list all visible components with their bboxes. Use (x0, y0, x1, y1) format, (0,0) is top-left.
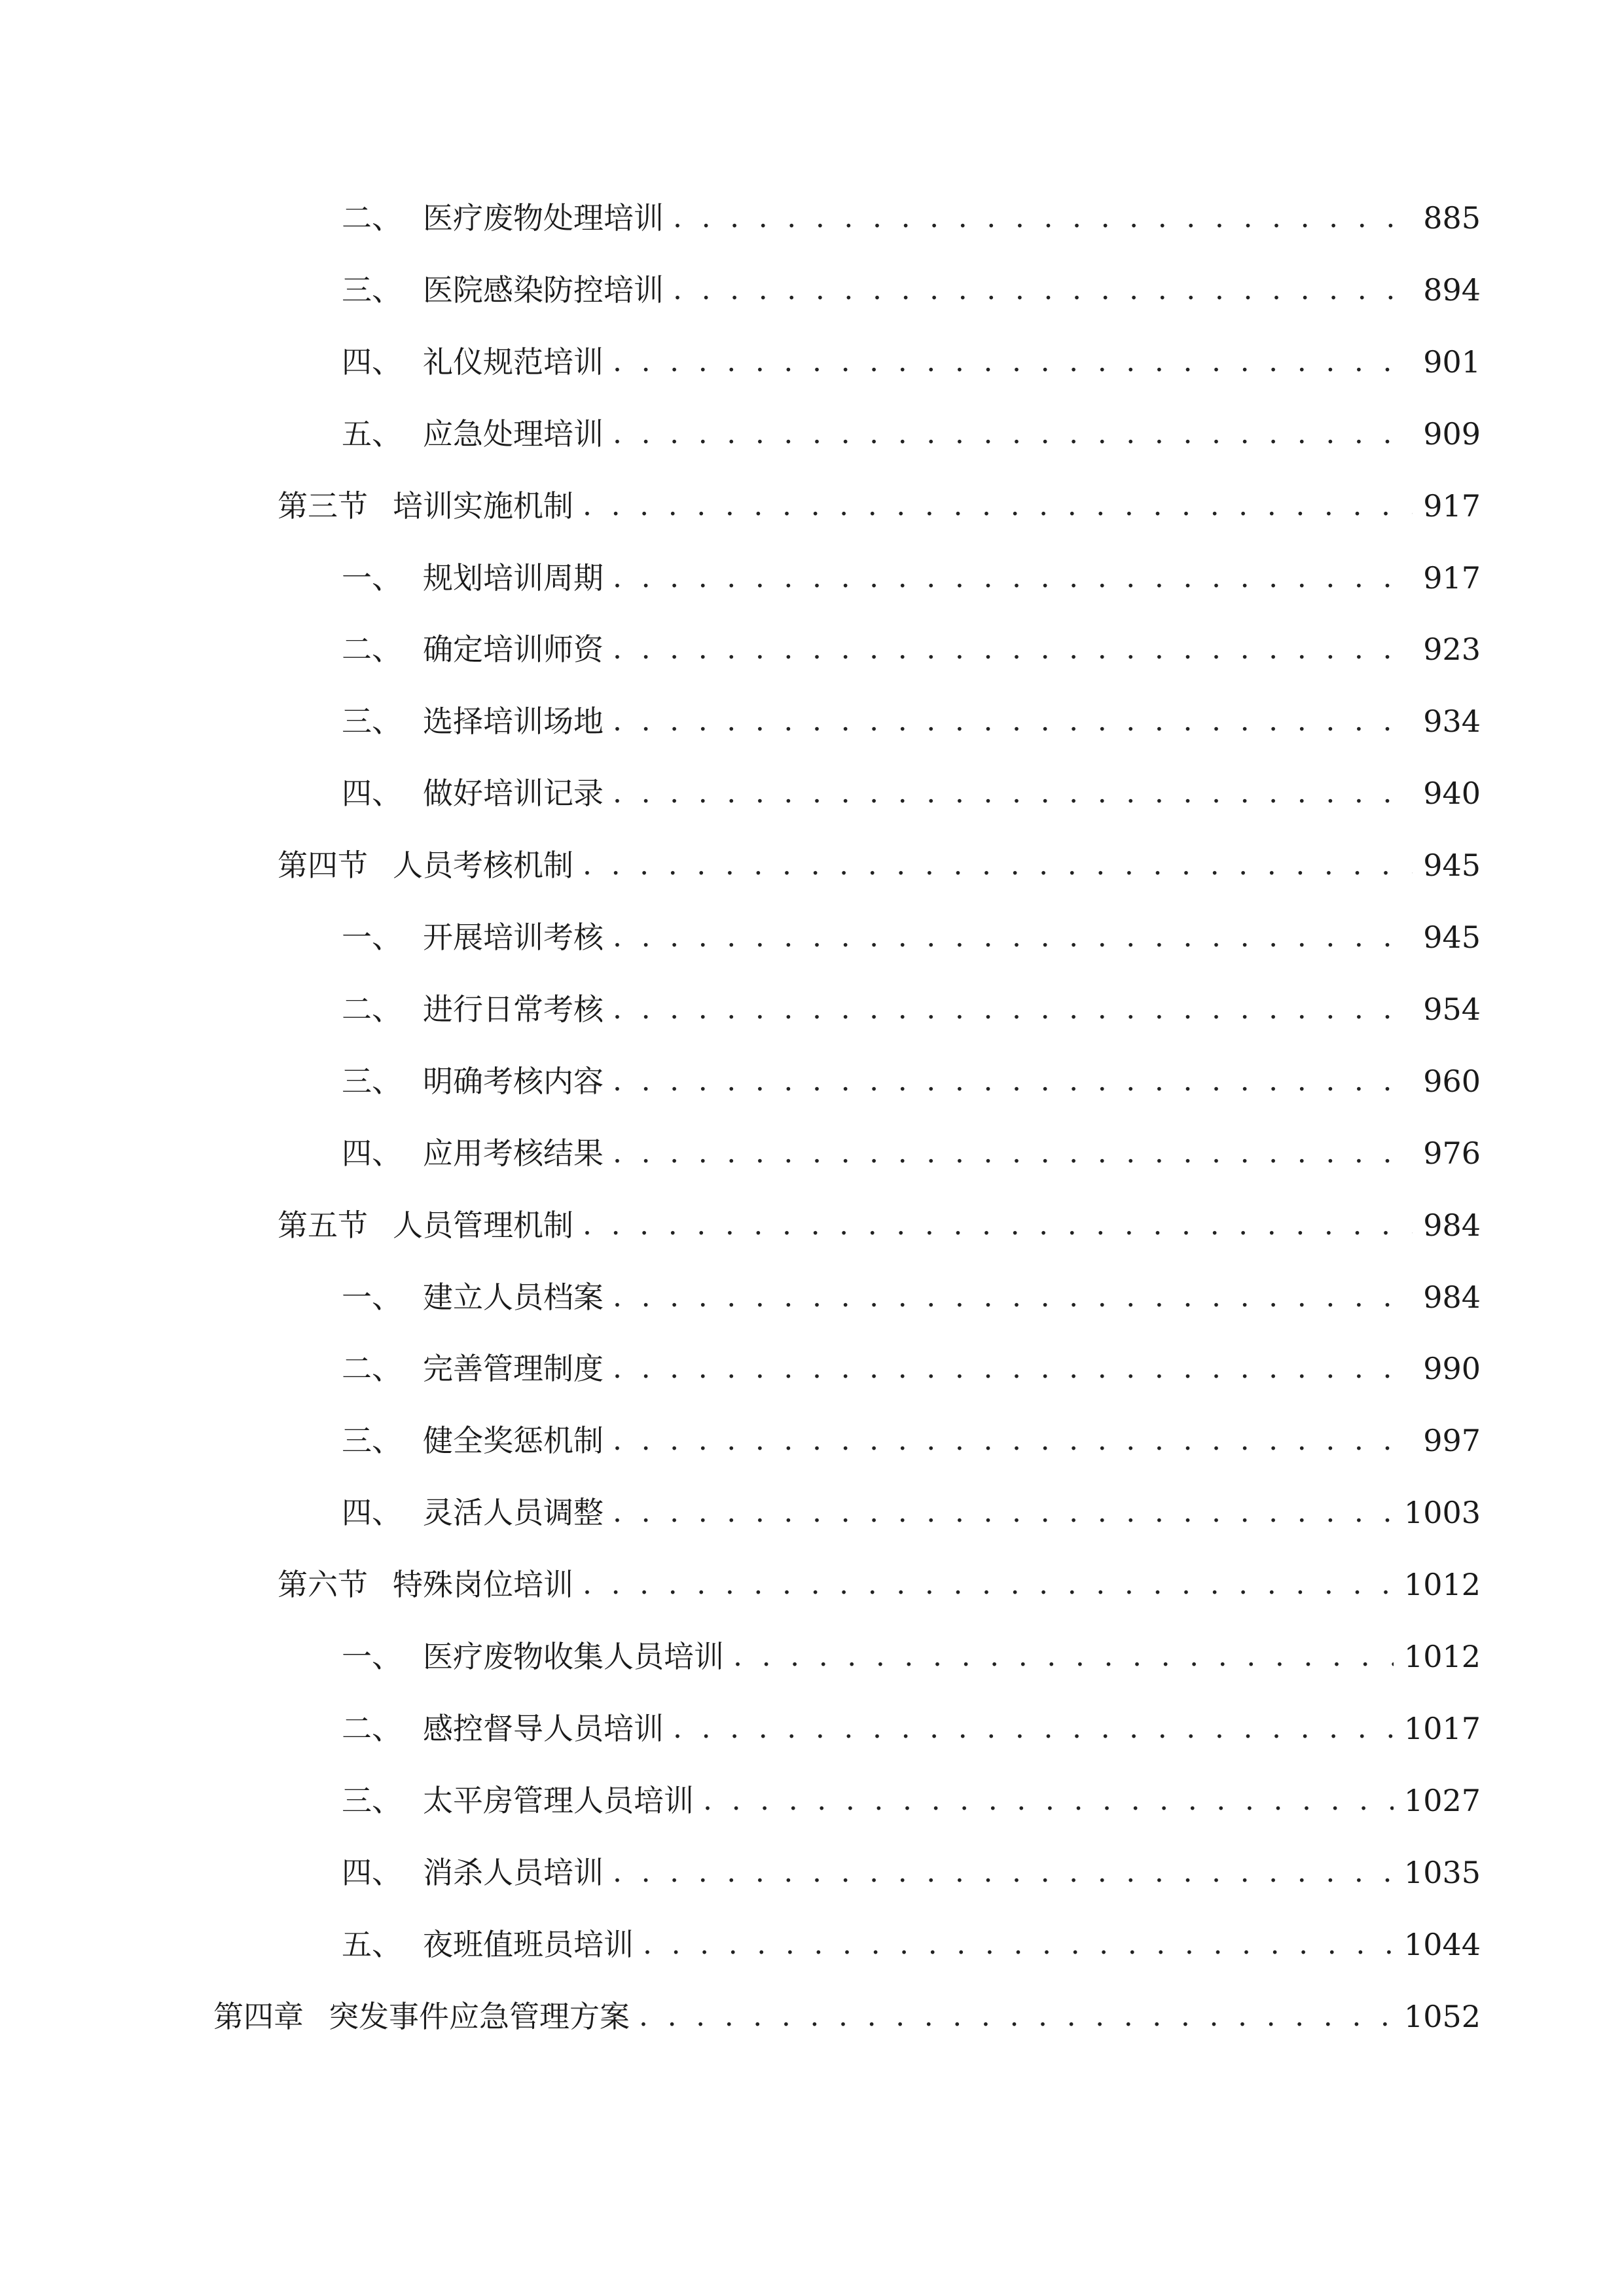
toc-dot-leader (703, 1774, 1394, 1827)
toc-entry-page-number: 1027 (1403, 1783, 1481, 1818)
toc-entry-title: 明确考核内容 (423, 1064, 604, 1099)
toc-dot-leader (583, 1199, 1413, 1251)
toc-entry-title: 突发事件应急管理方案 (329, 1999, 630, 2034)
toc-entry-item[interactable] (342, 767, 1481, 819)
toc-entry-title: 人员考核机制 (393, 848, 573, 883)
toc-entry-item[interactable] (342, 1127, 1481, 1179)
toc-entry-item[interactable] (342, 623, 1481, 675)
toc-entry-number: 第四节 (278, 848, 368, 883)
toc-entry-title: 开展培训考核 (423, 920, 604, 955)
toc-entry-number: 五、 (342, 416, 402, 452)
toc-entry-item[interactable] (342, 1702, 1481, 1755)
toc-entry-title: 礼仪规范培训 (423, 344, 604, 380)
toc-entry-page-number: 1052 (1403, 1999, 1481, 2034)
toc-dot-leader (613, 336, 1413, 388)
toc-entry-title: 进行日常考核 (423, 992, 604, 1027)
toc-entry-item[interactable] (342, 695, 1481, 747)
toc-entry-number: 三、 (342, 1064, 402, 1099)
toc-entry-page-number: 984 (1423, 1208, 1481, 1243)
toc-entry-page-number: 901 (1423, 344, 1481, 380)
toc-dot-leader (613, 1271, 1413, 1323)
toc-entry-section[interactable] (278, 1558, 1481, 1611)
toc-entry-page-number: 945 (1423, 848, 1481, 883)
toc-entry-item[interactable] (342, 1342, 1481, 1395)
toc-dot-leader (583, 480, 1413, 532)
toc-entry-page-number: 960 (1423, 1064, 1481, 1099)
toc-entry-item[interactable] (342, 983, 1481, 1035)
toc-entry-item[interactable] (342, 1414, 1481, 1467)
toc-entry-title: 确定培训师资 (423, 632, 604, 667)
toc-entry-title: 医疗废物收集人员培训 (423, 1639, 724, 1674)
toc-dot-leader (613, 767, 1413, 819)
toc-dot-leader (643, 1918, 1394, 1971)
toc-entry-number: 四、 (342, 1495, 402, 1530)
toc-dot-leader (613, 408, 1413, 460)
toc-entry-item[interactable] (342, 1486, 1481, 1539)
toc-dot-leader (673, 192, 1413, 244)
toc-entry-item[interactable] (342, 336, 1481, 388)
toc-entry-number: 三、 (342, 1423, 402, 1458)
toc-dot-leader (673, 1702, 1394, 1755)
toc-entry-title: 应急处理培训 (423, 416, 604, 452)
toc-entry-number: 一、 (342, 920, 402, 955)
toc-entry-page-number: 1035 (1403, 1855, 1481, 1890)
toc-entry-number: 三、 (342, 1783, 402, 1818)
toc-dot-leader (613, 1846, 1394, 1899)
toc-entry-page-number: 909 (1423, 416, 1481, 452)
toc-entry-title: 灵活人员调整 (423, 1495, 604, 1530)
toc-entry-title: 应用考核结果 (423, 1136, 604, 1171)
toc-entry-title: 医疗废物处理培训 (423, 200, 664, 236)
toc-entry-title: 人员管理机制 (393, 1208, 573, 1243)
toc-dot-leader (673, 264, 1413, 316)
toc-entry-number: 一、 (342, 1639, 402, 1674)
toc-dot-leader (733, 1630, 1394, 1683)
toc-dot-leader (613, 911, 1413, 963)
toc-entry-title: 特殊岗位培训 (393, 1567, 573, 1602)
toc-dot-leader (613, 695, 1413, 747)
toc-entry-chapter[interactable] (213, 1990, 1481, 2043)
toc-entry-page-number: 954 (1423, 992, 1481, 1027)
toc-entry-title: 感控督导人员培训 (423, 1711, 664, 1746)
toc-entry-section[interactable] (278, 839, 1481, 891)
toc-entry-title: 夜班值班员培训 (423, 1927, 634, 1962)
toc-entry-title: 健全奖惩机制 (423, 1423, 604, 1458)
toc-entry-number: 二、 (342, 1351, 402, 1386)
toc-entry-item[interactable] (342, 1774, 1481, 1827)
toc-entry-item[interactable] (342, 1918, 1481, 1971)
toc-entry-page-number: 976 (1423, 1136, 1481, 1171)
toc-entry-number: 第五节 (278, 1208, 368, 1243)
toc-dot-leader (639, 1990, 1394, 2043)
toc-entry-item[interactable] (342, 264, 1481, 316)
toc-entry-item[interactable] (342, 552, 1481, 604)
toc-entry-section[interactable] (278, 480, 1481, 532)
toc-entry-item[interactable] (342, 192, 1481, 244)
toc-entry-page-number: 923 (1423, 632, 1481, 667)
toc-entry-page-number: 894 (1423, 272, 1481, 308)
toc-entry-title: 建立人员档案 (423, 1280, 604, 1315)
toc-dot-leader (613, 623, 1413, 675)
toc-dot-leader (613, 1127, 1413, 1179)
toc-entry-section[interactable] (278, 1199, 1481, 1251)
toc-entry-page-number: 1003 (1403, 1495, 1481, 1530)
toc-entry-page-number: 945 (1423, 920, 1481, 955)
toc-entry-title: 选择培训场地 (423, 704, 604, 739)
toc-entry-item[interactable] (342, 1271, 1481, 1323)
toc-entry-title: 太平房管理人员培训 (423, 1783, 694, 1818)
toc-entry-page-number: 1044 (1403, 1927, 1481, 1962)
toc-dot-leader (613, 983, 1413, 1035)
toc-dot-leader (613, 1414, 1413, 1467)
toc-dot-leader (583, 1558, 1394, 1611)
toc-entry-page-number: 997 (1423, 1423, 1481, 1458)
toc-entry-number: 二、 (342, 992, 402, 1027)
toc-entry-number: 第六节 (278, 1567, 368, 1602)
toc-entry-number: 第三节 (278, 488, 368, 524)
toc-entry-page-number: 940 (1423, 776, 1481, 811)
toc-entry-number: 二、 (342, 1711, 402, 1746)
toc-dot-leader (613, 1342, 1413, 1395)
toc-entry-item[interactable] (342, 1846, 1481, 1899)
toc-dot-leader (613, 1055, 1413, 1107)
toc-entry-title: 消杀人员培训 (423, 1855, 604, 1890)
toc-entry-title: 培训实施机制 (393, 488, 573, 524)
toc-entry-item[interactable] (342, 911, 1481, 963)
toc-entry-page-number: 917 (1423, 488, 1481, 524)
toc-entry-number: 三、 (342, 704, 402, 739)
toc-entry-title: 医院感染防控培训 (423, 272, 664, 308)
toc-entry-page-number: 1012 (1403, 1567, 1481, 1602)
toc-entry-page-number: 984 (1423, 1280, 1481, 1315)
toc-entry-page-number: 934 (1423, 704, 1481, 739)
toc-entry-title: 做好培训记录 (423, 776, 604, 811)
toc-entry-number: 五、 (342, 1927, 402, 1962)
toc-entry-number: 四、 (342, 1136, 402, 1171)
toc-entry-item[interactable] (342, 1055, 1481, 1107)
toc-entry-page-number: 1012 (1403, 1639, 1481, 1674)
toc-dot-leader (613, 1486, 1394, 1539)
toc-entry-number: 四、 (342, 1855, 402, 1890)
toc-entry-item[interactable] (342, 408, 1481, 460)
toc-entry-page-number: 885 (1423, 200, 1481, 236)
toc-entry-page-number: 990 (1423, 1351, 1481, 1386)
toc-dot-leader (613, 552, 1413, 604)
toc-entry-title: 规划培训周期 (423, 560, 604, 596)
toc-entry-number: 一、 (342, 1280, 402, 1315)
toc-entry-page-number: 1017 (1403, 1711, 1481, 1746)
toc-entry-number: 第四章 (213, 1999, 304, 2034)
toc-entry-number: 四、 (342, 776, 402, 811)
toc-entry-item[interactable] (342, 1630, 1481, 1683)
toc-entry-number: 四、 (342, 344, 402, 380)
toc-entry-number: 二、 (342, 200, 402, 236)
toc-dot-leader (583, 839, 1413, 891)
toc-entry-number: 二、 (342, 632, 402, 667)
toc-entry-page-number: 917 (1423, 560, 1481, 596)
toc-entry-title: 完善管理制度 (423, 1351, 604, 1386)
toc-entry-number: 三、 (342, 272, 402, 308)
toc-entry-number: 一、 (342, 560, 402, 596)
